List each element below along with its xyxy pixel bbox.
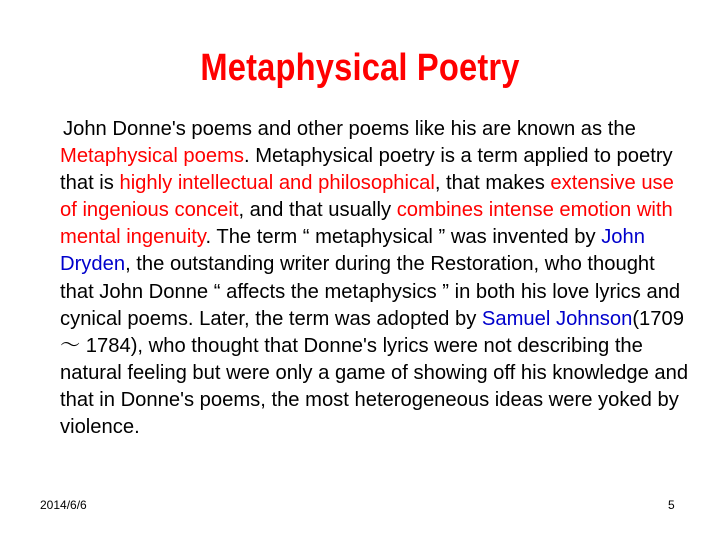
highlight-intense-emotion: combines intense emotion with mental ingenuity — [60, 199, 673, 249]
text-run: , that makes — [434, 172, 551, 195]
highlight-john-dryden: John Dryden — [60, 226, 645, 276]
text-run: (1709 ～ 1784), who thought that Donne's lyrics were not describing the natural feeling but were only a game of showing off his knowledge and that in Donne's poems, the most heterogeneous ideas were yoked by violence. — [60, 307, 689, 439]
text-run: . The term “ metaphysical ” was invented by — [205, 226, 602, 249]
footer-date: 2014/6/6 — [40, 498, 87, 512]
text-run: , and that usually — [238, 199, 397, 222]
text-run: , the outstanding writer during the Restoration, who thought that John Donne “ affects the metaphysics ” in both his love lyrics and cynical poems. Later, the term was adopted by — [60, 253, 681, 330]
highlight-metaphysical-poems: Metaphysical poems — [60, 145, 245, 168]
highlight-intellectual-philosophical: highly intellectual and philosophical — [119, 172, 435, 195]
text-run: . Metaphysical poetry is a term applied to poetry that is — [60, 145, 673, 195]
slide-title: Metaphysical Poetry — [200, 47, 520, 89]
text-run: John Donne's poems and other poems like his are known as the — [63, 118, 636, 140]
highlight-samuel-johnson: Samuel Johnson — [481, 307, 633, 330]
body-paragraph — [60, 116, 692, 441]
footer-page-number: 5 — [668, 498, 675, 512]
highlight-ingenious-conceit: extensive use of ingenious conceit — [60, 172, 674, 222]
